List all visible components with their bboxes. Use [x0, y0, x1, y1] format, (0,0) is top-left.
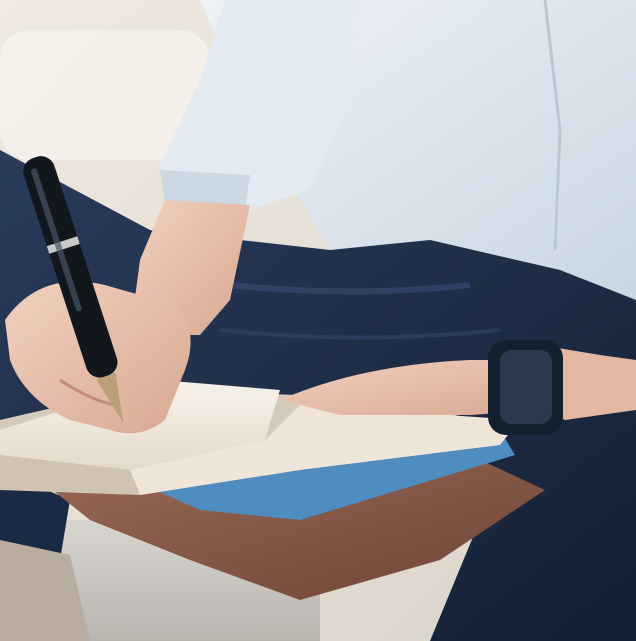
watch-face — [500, 350, 552, 424]
